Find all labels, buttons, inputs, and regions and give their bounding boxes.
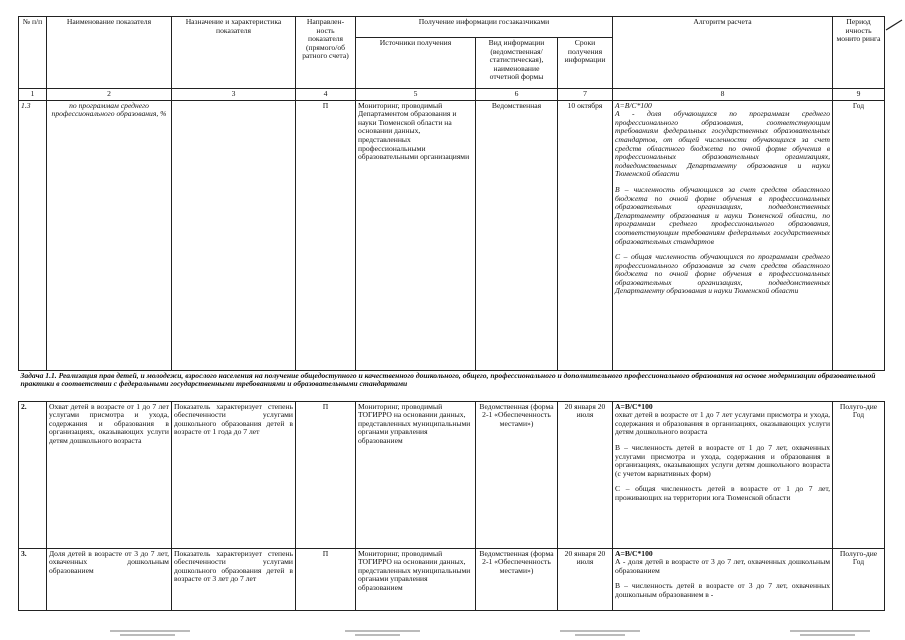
header-col-purpose: Назначение и характеристика показателя bbox=[172, 17, 296, 89]
indicator-name: Доля детей в возрасте от 3 до 7 лет, охваченных дошкольным образованием bbox=[47, 548, 172, 610]
indicator-source: Мониторинг, проводимый ТОГИРРО на основании данных, представленных муниципальными органами управления образованием bbox=[356, 548, 476, 610]
column-number: 2 bbox=[47, 89, 172, 101]
pen-mark-icon bbox=[885, 18, 903, 32]
column-number: 7 bbox=[558, 89, 613, 101]
algorithm-definition-b: В – численность обучающихся за счет средств областного бюджета по очной форме обучения в профессиональных образовательных организациях, подведомственных Департаменту образования и науки Тюменской области, по программам среднего профессионального образования, соответствующим требованиям федеральных государственных образовательных стандартов bbox=[615, 184, 831, 246]
indicator-algorithm bbox=[613, 548, 833, 610]
indicator-purpose: Показатель характеризует степень обеспеченности услугами дошкольного образования детей в возрасте от 1 года до 7 лет bbox=[172, 401, 296, 548]
indicator-period: Полуго-дие Год bbox=[833, 548, 885, 610]
indicator-name: по программам среднего профессионального образования, % bbox=[47, 100, 172, 370]
indicator-name: Охват детей в возрасте от 1 до 7 лет услугами присмотра и ухода, содержания и образования в организациях, оказывающих услуги детям дошкольного возраста bbox=[47, 401, 172, 548]
indicator-period: Полуго-дие Год bbox=[833, 401, 885, 548]
algorithm-formula: A=B/C*100 bbox=[615, 100, 652, 110]
algorithm-definition-a: А - доля детей в возрасте от 3 до 7 лет, охваченных дошкольным образованием bbox=[615, 557, 831, 575]
indicator-info-type: Ведомственная (форма 2-1 «Обеспеченность местами») bbox=[476, 401, 558, 548]
indicator-deadline: 20 января 20 июля bbox=[558, 548, 613, 610]
algorithm-definition-c: С – общая численность детей в возрасте от 1 до 7 лет, проживающих на территории юга Тюменской области bbox=[615, 484, 831, 502]
column-number: 4 bbox=[296, 89, 356, 101]
column-number: 3 bbox=[172, 89, 296, 101]
header-col-source: Источники получения bbox=[356, 38, 476, 89]
footer-scan-marks bbox=[0, 627, 905, 639]
header-col-name: Наименование показателя bbox=[47, 17, 172, 89]
indicator-algorithm bbox=[613, 100, 833, 370]
column-number: 6 bbox=[476, 89, 558, 101]
row-number: 3. bbox=[19, 548, 47, 610]
header-group-info: Получение информации госзаказчиками bbox=[356, 17, 613, 38]
header-col-direction: Направлен-ность показателя (прямого/об ратного счета) bbox=[296, 17, 356, 89]
header-col-deadline: Сроки получения информации bbox=[558, 38, 613, 89]
indicator-direction: П bbox=[296, 548, 356, 610]
row-number: 1.3 bbox=[19, 100, 47, 370]
indicator-algorithm bbox=[613, 401, 833, 548]
column-number-row bbox=[19, 89, 885, 101]
table-row-1-3 bbox=[19, 100, 885, 370]
indicator-purpose bbox=[172, 100, 296, 370]
algorithm-definition-a: охват детей в возрасте от 1 до 7 лет услугами присмотра и ухода, содержания и образования в организациях, оказывающих услуги детям дошкольного возраста bbox=[615, 410, 831, 437]
algorithm-definition-c: С – общая численность обучающихся по программам среднего профессионального образования за счет средств областного бюджета по очной форме обучения в профессиональных образовательных организациях, подведомственных Департаменту образования и науки Тюменской области bbox=[615, 252, 831, 296]
indicator-info-type: Ведомственная (форма 2-1 «Обеспеченность местами») bbox=[476, 548, 558, 610]
header-col-algorithm: Алгоритм расчета bbox=[613, 17, 833, 89]
indicator-source: Мониторинг, проводимый Департаментом образования и науки Тюменской области на основании данных, представленных профессиональными образовательными организациями bbox=[356, 100, 476, 370]
indicator-deadline: 10 октября bbox=[558, 100, 613, 370]
table-row-2 bbox=[19, 401, 885, 548]
algorithm-definition-b: В – численность детей в возрасте от 1 до 7 лет, охваченных услугами присмотра и ухода, содержания и образования в организациях, оказывающих услуги детям дошкольного возраста (с учетом вариативных форм) bbox=[615, 442, 831, 478]
indicator-direction: П bbox=[296, 100, 356, 370]
table-row-3 bbox=[19, 548, 885, 610]
column-number: 1 bbox=[19, 89, 47, 101]
column-number: 9 bbox=[833, 89, 885, 101]
task-heading: Задача 1.1. Реализация прав детей, и молодежи, взрослого населения на получение общедоступного и качественного дошкольного, общего, профессионального и дополнительного профессионального образования на основе модернизации образовательной практики в соответствии с федеральными государственными требованиями и образовательными стандартами bbox=[19, 370, 885, 401]
row-number: 2. bbox=[19, 401, 47, 548]
indicator-table bbox=[18, 16, 885, 611]
task-band-row bbox=[19, 370, 885, 401]
indicator-period: Год bbox=[833, 100, 885, 370]
algorithm-formula: A=B/C*100 bbox=[615, 401, 653, 411]
algorithm-definition-a: А - доля обучающихся по программам среднего профессионального образования, соответствующим требованиям федеральных государственных образовательных стандартов, от общей численности обучающихся за счет средств областного бюджета по очной форме обучения в профессиональных образовательных организациях, подведомственных Департаменту образования и науки Тюменской области bbox=[615, 109, 831, 179]
header-col-info-type: Вид информации (ведомственная/ статистическая), наименование отчетной формы bbox=[476, 38, 558, 89]
column-number: 8 bbox=[613, 89, 833, 101]
indicator-info-type: Ведомственная bbox=[476, 100, 558, 370]
header-row-top bbox=[19, 17, 885, 38]
algorithm-formula: A=B/C*100 bbox=[615, 548, 653, 558]
indicator-purpose: Показатель характеризует степень обеспеченности услугами дошкольного образования детей в возрасте от 3 лет до 7 лет bbox=[172, 548, 296, 610]
column-number: 5 bbox=[356, 89, 476, 101]
header-col-period: Период ичность монито ринга bbox=[833, 17, 885, 89]
indicator-source: Мониторинг, проводимый ТОГИРРО на основании данных, представленных муниципальными органами управления образованием bbox=[356, 401, 476, 548]
indicator-direction: П bbox=[296, 401, 356, 548]
algorithm-definition-b: В – численность детей в возрасте от 3 до 7 лет, охваченных дошкольным образованием в - bbox=[615, 581, 831, 599]
indicator-deadline: 20 января 20 июля bbox=[558, 401, 613, 548]
header-col-number: № п/п bbox=[19, 17, 47, 89]
